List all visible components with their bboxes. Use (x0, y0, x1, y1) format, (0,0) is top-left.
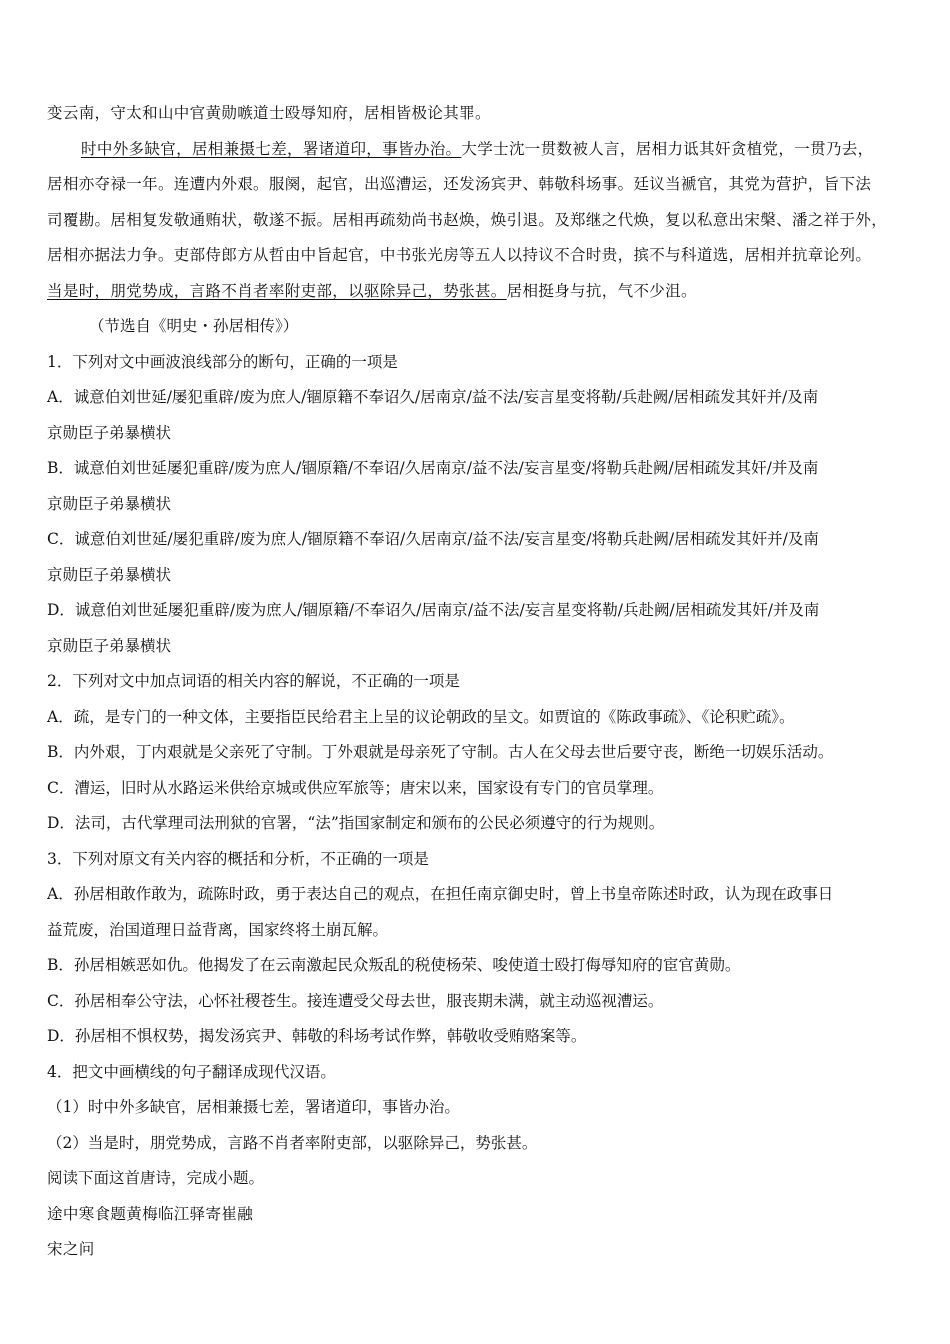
passage-line: 居相亦夺禄一年。连遭内外艰。服阕，起官，出巡漕运，还发汤宾尹、韩敬科场事。廷议当褫官，其党为营护，旨下法 (47, 175, 872, 193)
translation-item: （2）当是时，朋党势成，言路不肖者率附吏部，以驱除异己，势张甚。 (47, 1133, 538, 1152)
passage-line: 居相亦据法力争。吏部侍郎方从哲由中旨起官，中书张光房等五人以持议不合时贵，摈不与科道选，居相并抗章论列。 (47, 246, 872, 264)
poem-title: 途中寒食题黄梅临江驿寄崔融 (47, 1204, 254, 1223)
passage-text: 大学士沈一贯数被人言，居相力诋其奸贪植党，一贯乃去， (461, 139, 874, 158)
underlined-sentence-2: 当是时，朋党势成，言路不肖者率附吏部，以驱除异己，势张甚。 (47, 281, 507, 300)
option-line: B．诚意伯刘世延屡犯重辟/废为庶人/锢原籍/不奉诏/久居南京/益不法/妄言星变/将勒兵赴阙/居相疏发其奸/并及南 (47, 459, 819, 477)
question-line: 3．下列对原文有关内容的概括和分析，不正确的一项是 (47, 849, 429, 868)
option-line: D．法司，古代掌理司法刑狱的官署，“法”指国家制定和颁布的公民必须遵守的行为规则。 (47, 814, 665, 832)
option-line: C．漕运，旧时从水路运米供给京城或供应军旅等；唐宋以来，国家设有专门的官员掌理。 (47, 778, 664, 797)
passage-text: 居相挺身与抗，气不少沮。 (506, 281, 697, 300)
option-line: 京勋臣子弟暴横状 (47, 423, 172, 442)
option-line: B．孙居相嫉恶如仇。他揭发了在云南激起民众叛乱的税使杨荣、唆使道士殴打侮辱知府的宦官黄勋。 (47, 956, 741, 974)
question-line: 1．下列对文中画波浪线部分的断句，正确的一项是 (47, 352, 398, 371)
question-line: 2．下列对文中加点词语的相关内容的解说，不正确的一项是 (47, 672, 460, 690)
document-page (47, 96, 907, 1268)
option-line: A．疏，是专门的一种文体，主要指臣民给君主上呈的议论朝政的呈文。如贾谊的《陈政事疏》、《论积贮疏》。 (47, 707, 795, 726)
passage-line: 变云南，守太和山中官黄勋嗾道士殴辱知府，居相皆极论其罪。 (47, 104, 491, 122)
option-line: A．孙居相敢作敢为，疏陈时政，勇于表达自己的观点，在担任南京御史时，曾上书皇帝陈述时政，认为现在政事日 (47, 885, 834, 903)
passage-line (47, 132, 907, 168)
option-line: C．孙居相奉公守法，心怀社稷苍生。接连遭受父母去世，服丧期未满，就主动巡视漕运。 (47, 991, 664, 1010)
option-line: 京勋臣子弟暴横状 (47, 565, 172, 584)
option-line: 京勋臣子弟暴横状 (47, 636, 172, 655)
option-line: B．内外艰，丁内艰就是父亲死了守制。丁外艰就是母亲死了守制。古人在父母去世后要守丧，断绝一切娱乐活动。 (47, 743, 834, 761)
option-line: 益荒废，治国道理日益背离，国家终将土崩瓦解。 (47, 920, 389, 939)
option-line: D．诚意伯刘世延屡犯重辟/废为庶人/锢原籍/不奉诏久/居南京/益不法/妄言星变将勒/兵赴阙/居相疏发其奸/并及南 (47, 601, 820, 619)
poem-author: 宋之问 (47, 1240, 95, 1258)
passage-line (47, 274, 907, 310)
question-line: 4．把文中画横线的句子翻译成现代汉语。 (47, 1062, 336, 1081)
passage-line: 司覆勘。居相复发敬通贿状，敬遂不振。居相再疏劾尚书赵焕，焕引退。及郑继之代焕，复以私意出宋槃、潘之祥于外， (47, 210, 888, 229)
option-line: A．诚意伯刘世延/屡犯重辟/废为庶人/锢原籍不奉诏久/居南京/益不法/妄言星变将勒/兵赴阙/居相疏发其奸并/及南 (47, 388, 819, 406)
underlined-sentence-1: 时中外多缺官，居相兼摄七差，署诸道印，事皆办治。 (81, 139, 462, 158)
option-line: C．诚意伯刘世延/屡犯重辟/废为庶人/锢原籍不奉诏/久居南京/益不法/妄言星变/将勒兵赴阙/居相疏发其奸并/及南 (47, 530, 819, 548)
translation-item: （1）时中外多缺官，居相兼摄七差，署诸道印，事皆办治。 (47, 1098, 460, 1116)
passage-source: （节选自《明史・孙居相传》） (89, 317, 299, 335)
option-line: 京勋臣子弟暴横状 (47, 494, 172, 513)
reading-instruction: 阅读下面这首唐诗，完成小题。 (47, 1169, 265, 1187)
option-line: D．孙居相不惧权势，揭发汤宾尹、韩敬的科场考试作弊，韩敬收受贿赂案等。 (47, 1027, 587, 1045)
